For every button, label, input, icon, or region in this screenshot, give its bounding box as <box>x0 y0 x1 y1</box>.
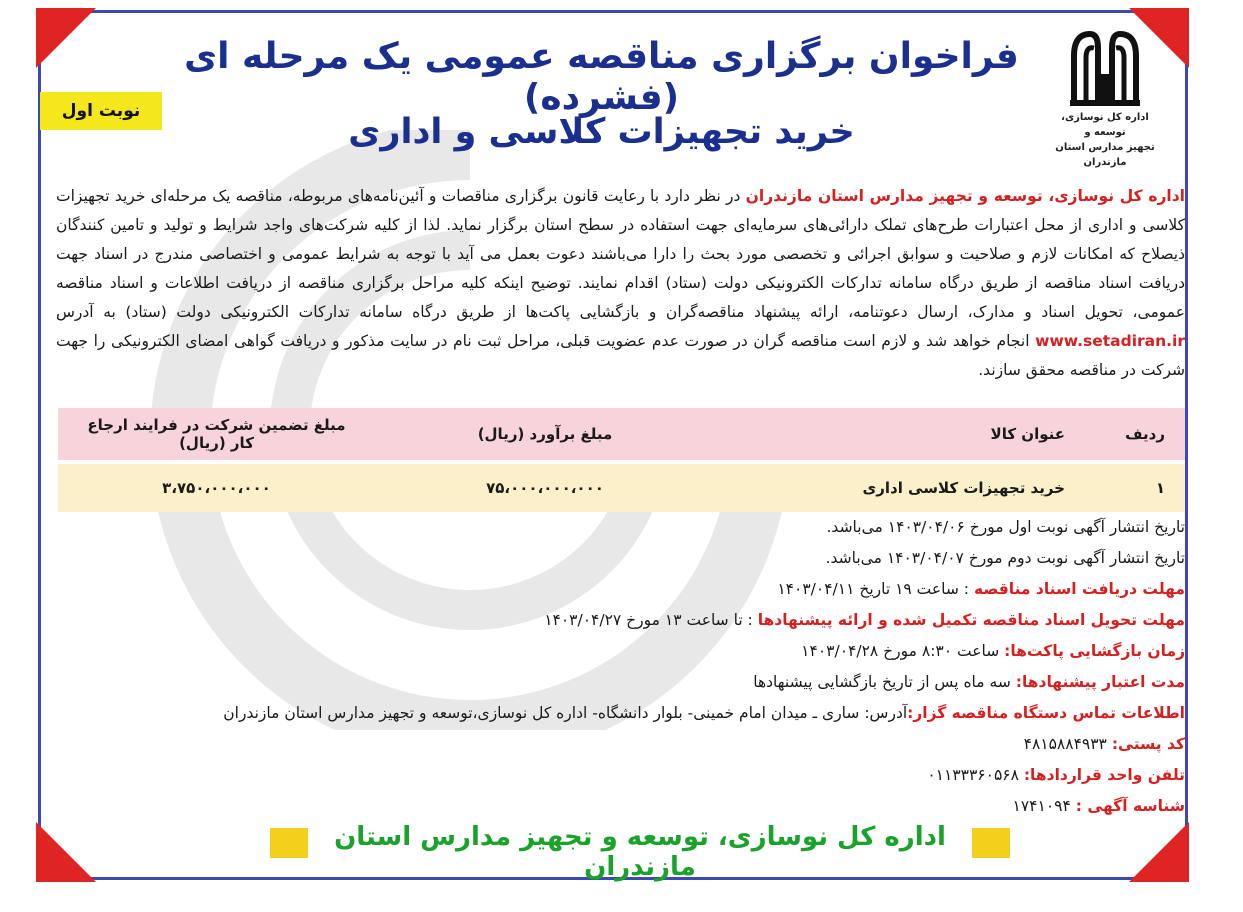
table-row <box>58 462 1185 512</box>
contracts-phone <box>223 760 1185 791</box>
ad-id-label: شناسه آگهی : <box>1075 797 1185 815</box>
contact-info-label: اطلاعات تماس دستگاه مناقصه گزار: <box>907 704 1185 722</box>
cell-row-number: ۱ <box>1085 462 1185 512</box>
logo-org-line1: اداره کل نوسازی، توسعه و <box>1061 112 1149 138</box>
header-row-number: ردیف <box>1085 408 1185 462</box>
proposal-validity-value: سه ماه پس از تاریخ بازگشایی پیشنهادها <box>753 673 1016 691</box>
header-estimate: مبلغ برآورد (ریال) <box>375 408 715 462</box>
cell-estimate: ۷۵،۰۰۰،۰۰۰،۰۰۰ <box>375 462 715 512</box>
page-subtitle: خرید تجهیزات کلاسی و اداری <box>348 112 855 152</box>
proposal-validity-label: مدت اعتبار پیشنهادها: <box>1015 673 1185 691</box>
docs-deadline <box>223 574 1185 605</box>
intro-org-name: اداره کل نوسازی، توسعه و تجهیز مدارس استان مازندران <box>745 187 1185 205</box>
corner-decoration-top-left <box>36 8 96 68</box>
intro-paragraph <box>56 182 1185 385</box>
first-round-badge: نوبت اول <box>40 92 162 130</box>
intro-body-part1: در نظر دارد با رعایت قانون برگزاری مناقصات و آئین‌نامه‌های مربوطه، مناقصه یک مرحله‌ای خرید تجهیزات کلاسی و اداری از محل اعتبارات طرح‌های تملک دارائی‌های سرمایه‌ای جهت استفاده در سطح استان برگزار نماید. لذا از کلیه شرکت‌های واجد شرایط و تولید و تامین کنندگان ذیصلاح که امکانات لازم و صلاحیت و سوابق اجرائی و تخصصی مورد بحث را دارا می‌باشند دعوت بعمل می آید با توجه به شرایط عمومی و اختصاصی مندرج در اسناد جهت دریافت اسناد مناقصه از طریق درگاه سامانه تدارکات الکترونیکی دولت (ستاد) اقدام نمایند. توضیح اینکه کلیه مراحل برگزاری مناقصه از دریافت اطلاعات و اسناد مناقصه عمومی، تحویل اسناد و مدارک، ارسال دعوتنامه، ارائه پیشنهاد مناقصه‌گران و بازگشایی پاکت‌ها از طریق درگاه سامانه تدارکات الکترونیکی دولت (ستاد) به آدرس <box>56 187 1185 321</box>
proposal-validity <box>223 667 1185 698</box>
opening-time-value: ساعت ۸:۳۰ مورخ ۱۴۰۳/۰۴/۲۸ <box>801 642 1005 660</box>
table-header-row <box>58 408 1185 462</box>
organization-logo <box>1045 26 1165 170</box>
postal-code-label: کد پستی: <box>1111 735 1185 753</box>
submission-deadline-value: : تا ساعت ۱۳ مورخ ۱۴۰۳/۰۴/۲۷ <box>544 611 758 629</box>
postal-code-value: ۴۸۱۵۸۸۴۹۳۳ <box>1023 735 1112 753</box>
contact-info <box>223 698 1185 729</box>
cell-guarantee: ۳،۷۵۰،۰۰۰،۰۰۰ <box>58 462 375 512</box>
footer-banner <box>270 820 1010 882</box>
footer-square-left <box>270 828 308 858</box>
publication-date-2: تاریخ انتشار آگهی نوبت دوم مورخ ۱۴۰۳/۰۴/۰۷ می‌باشد. <box>825 549 1185 567</box>
contracts-phone-value: ۰۱۱۳۳۳۶۰۵۶۸ <box>927 766 1024 784</box>
cell-item-title: خرید تجهیزات کلاسی اداری <box>715 462 1085 512</box>
footer-square-right <box>972 828 1010 858</box>
ad-id-value: ۱۷۴۱۰۹۴ <box>1012 797 1076 815</box>
opening-time <box>223 636 1185 667</box>
header-item-title: عنوان کالا <box>715 408 1085 462</box>
header-guarantee: مبلغ تضمین شرکت در فرایند ارجاع کار (ریال) <box>58 408 375 462</box>
submission-deadline <box>223 605 1185 636</box>
footer-org-name: اداره کل نوسازی، توسعه و تجهیز مدارس استان مازندران <box>334 822 946 882</box>
emblem-icon <box>1066 26 1144 106</box>
docs-deadline-value: : ساعت ۱۹ تاریخ ۱۴۰۳/۰۴/۱۱ <box>777 580 974 598</box>
page-title: فراخوان برگزاری مناقصه عمومی یک مرحله ای (فشرده) <box>184 36 1019 118</box>
logo-org-line2: تجهیز مدارس استان مازندران <box>1055 142 1155 168</box>
corner-decoration-bottom-right <box>1129 822 1189 882</box>
submission-deadline-label: مهلت تحویل اسناد مناقصه تکمیل شده و ارائه پیشنهادها <box>757 611 1185 629</box>
ad-id <box>223 791 1185 822</box>
contracts-phone-label: تلفن واحد قراردادها: <box>1023 766 1185 784</box>
tender-details <box>223 512 1185 822</box>
contact-info-value: آدرس: ساری ـ میدان امام خمینی- بلوار دانشگاه- اداره کل نوسازی،توسعه و تجهیز مدارس استان مازندران <box>223 704 908 722</box>
postal-code <box>223 729 1185 760</box>
setad-url-link[interactable]: www.setadiran.ir <box>1035 332 1185 350</box>
tender-table <box>58 408 1185 512</box>
opening-time-label: زمان بازگشایی پاکت‌ها: <box>1004 642 1185 660</box>
corner-decoration-bottom-left <box>36 822 96 882</box>
docs-deadline-label: مهلت دریافت اسناد مناقصه <box>973 580 1185 598</box>
publication-date-1: تاریخ انتشار آگهی نوبت اول مورخ ۱۴۰۳/۰۴/۰۶ می‌باشد. <box>826 518 1185 536</box>
intro-body-part2: انجام خواهد شد و لازم است مناقصه گران در صورت عدم عضویت قبلی، مراحل ثبت نام در سایت مذکور و دریافت گواهی امضای الکترونیکی را جهت شرکت در مناقصه محقق سازند. <box>56 332 1185 379</box>
